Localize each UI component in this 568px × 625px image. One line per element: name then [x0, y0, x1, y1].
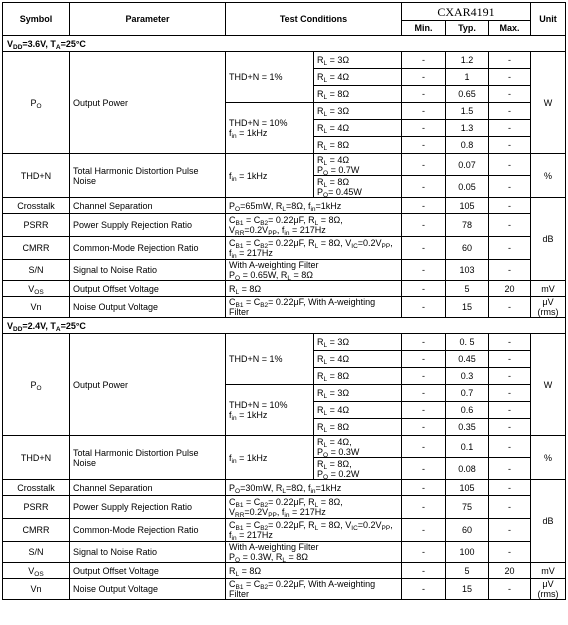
load-condition: $R_L = 8\Omega$ — [314, 137, 402, 154]
table-row — [3, 334, 566, 351]
typ-value: 5 — [446, 281, 489, 297]
section-title: $V_{DD}=3.6V$, $T_A=25^\circ C$ — [3, 36, 566, 52]
test-condition: $C_{B1} = C_{B2}= 0.22\mu F$, With A-weighting Filter — [226, 297, 402, 318]
typ-value: 15 — [446, 297, 489, 318]
parameter-name: Common-Mode Rejection Ratio — [70, 237, 226, 260]
unit-db: dB — [531, 480, 566, 563]
symbol-psrr: PSRR — [3, 214, 70, 237]
test-condition: $C_{B1} = C_{B2}= 0.22\mu F$, With A-weighting Filter — [226, 579, 402, 600]
max-value: - — [489, 154, 531, 176]
min-value: - — [402, 86, 446, 103]
min-value: - — [402, 542, 446, 563]
min-value: - — [402, 198, 446, 214]
table-row — [3, 214, 566, 237]
parameter-name: Signal to Noise Ratio — [70, 542, 226, 563]
max-value: - — [489, 103, 531, 120]
typ-value: 0. 5 — [446, 334, 489, 351]
table-row — [3, 436, 566, 458]
unit: W — [531, 52, 566, 154]
max-value: 20 — [489, 281, 531, 297]
load-condition: $R_L = 4\Omega$ — [314, 120, 402, 137]
symbol-crosstalk: Crosstalk — [3, 480, 70, 496]
table-row — [3, 281, 566, 297]
min-value: - — [402, 480, 446, 496]
parameter-name: Power Supply Rejection Ratio — [70, 496, 226, 519]
load-condition: $R_L = 8\Omega$ — [314, 86, 402, 103]
table-row — [3, 297, 566, 318]
load-condition: $R_L = 4\Omega$, $P_O = 0.3W$ — [314, 436, 402, 458]
max-value: - — [489, 120, 531, 137]
max-value: - — [489, 86, 531, 103]
min-value: - — [402, 69, 446, 86]
table-row — [3, 519, 566, 542]
min-value: - — [402, 368, 446, 385]
symbol-cmrr: CMRR — [3, 237, 70, 260]
max-value: - — [489, 198, 531, 214]
max-value: - — [489, 436, 531, 458]
load-condition: $R_L = 8\Omega$ — [314, 419, 402, 436]
symbol-thd: THD+N — [3, 436, 70, 480]
min-value: - — [402, 334, 446, 351]
max-value: 20 — [489, 563, 531, 579]
typ-value: 0.35 — [446, 419, 489, 436]
typ-value: 100 — [446, 542, 489, 563]
min-value: - — [402, 351, 446, 368]
max-value: - — [489, 237, 531, 260]
max-value: - — [489, 419, 531, 436]
table-row — [3, 237, 566, 260]
min-value: - — [402, 154, 446, 176]
unit: mV — [531, 281, 566, 297]
parameter-name: Output Offset Voltage — [70, 563, 226, 579]
electrical-characteristics-table — [2, 2, 566, 600]
typ-value: 1.5 — [446, 103, 489, 120]
load-condition: $R_L = 8\Omega$, $P_O = 0.2W$ — [314, 458, 402, 480]
typ-value: 5 — [446, 563, 489, 579]
test-condition: $C_{B1} = C_{B2}= 0.22\mu F$, $R_L = 8\Omega$, $V_{RR}=0.2V_{PP}$, $f_{in} = 217Hz$ — [226, 214, 402, 237]
test-condition: THD+N = 10% $f_{in} = 1kHz$ — [226, 103, 314, 154]
symbol-po: $P_O$ — [3, 334, 70, 436]
test-condition: THD+N = 1% — [226, 52, 314, 103]
typ-value: 0.7 — [446, 385, 489, 402]
table-body — [3, 36, 566, 600]
typ-value: 60 — [446, 237, 489, 260]
symbol-vos: $V_{OS}$ — [3, 281, 70, 297]
max-value: - — [489, 260, 531, 281]
header-min: Min. — [402, 21, 446, 36]
max-value: - — [489, 351, 531, 368]
symbol-cmrr: CMRR — [3, 519, 70, 542]
typ-value: 1.3 — [446, 120, 489, 137]
electrical-characteristics-document — [2, 2, 566, 600]
load-condition: $R_L = 3\Omega$ — [314, 103, 402, 120]
typ-value: 0.1 — [446, 436, 489, 458]
parameter-thd: Total Harmonic Distortion Pulse Noise — [70, 154, 226, 198]
max-value: - — [489, 579, 531, 600]
parameter-name: Power Supply Rejection Ratio — [70, 214, 226, 237]
typ-value: 1.2 — [446, 52, 489, 69]
table-row — [3, 154, 566, 176]
header-symbol: Symbol — [3, 3, 70, 36]
typ-value: 0.07 — [446, 154, 489, 176]
unit: % — [531, 436, 566, 480]
max-value: - — [489, 334, 531, 351]
symbol-vos: $V_{OS}$ — [3, 563, 70, 579]
symbol-thd: THD+N — [3, 154, 70, 198]
max-value: - — [489, 214, 531, 237]
min-value: - — [402, 519, 446, 542]
typ-value: 0.8 — [446, 137, 489, 154]
typ-value: 105 — [446, 198, 489, 214]
min-value: - — [402, 402, 446, 419]
parameter-name: Noise Output Voltage — [70, 579, 226, 600]
test-condition: $R_L = 8\Omega$ — [226, 563, 402, 579]
max-value: - — [489, 176, 531, 198]
load-condition: $R_L = 4\Omega$ — [314, 69, 402, 86]
header-part-number: CXAR4191 — [402, 3, 531, 21]
test-condition: $f_{in} = 1kHz$ — [226, 154, 314, 198]
typ-value: 0.05 — [446, 176, 489, 198]
typ-value: 1 — [446, 69, 489, 86]
table-row — [3, 579, 566, 600]
test-condition: $C_{B1} = C_{B2}= 0.22\mu F$, $R_L = 8\Omega$, $V_{IC}=0.2V_{PP}$, $f_{in} = 217Hz$ — [226, 237, 402, 260]
min-value: - — [402, 496, 446, 519]
min-value: - — [402, 120, 446, 137]
min-value: - — [402, 458, 446, 480]
max-value: - — [489, 297, 531, 318]
max-value: - — [489, 519, 531, 542]
min-value: - — [402, 103, 446, 120]
unit: % — [531, 154, 566, 198]
typ-value: 78 — [446, 214, 489, 237]
symbol-po: $P_O$ — [3, 52, 70, 154]
test-condition: $f_{in} = 1kHz$ — [226, 436, 314, 480]
unit: μV (rms) — [531, 297, 566, 318]
table-row — [3, 260, 566, 281]
typ-value: 105 — [446, 480, 489, 496]
min-value: - — [402, 385, 446, 402]
symbol-psrr: PSRR — [3, 496, 70, 519]
test-condition: THD+N = 1% — [226, 334, 314, 385]
table-row — [3, 480, 566, 496]
typ-value: 60 — [446, 519, 489, 542]
header-max: Max. — [489, 21, 531, 36]
min-value: - — [402, 436, 446, 458]
test-condition: $C_{B1} = C_{B2}= 0.22\mu F$, $R_L = 8\Omega$, $V_{IC}=0.2V_{PP}$, $f_{in} = 217Hz$ — [226, 519, 402, 542]
header-unit: Unit — [531, 3, 566, 36]
typ-value: 103 — [446, 260, 489, 281]
symbol-s-n: S/N — [3, 542, 70, 563]
min-value: - — [402, 52, 446, 69]
header-typ: Typ. — [446, 21, 489, 36]
test-condition: THD+N = 10% $f_{in} = 1kHz$ — [226, 385, 314, 436]
typ-value: 0.45 — [446, 351, 489, 368]
load-condition: $R_L = 8\Omega$ $P_O= 0.45W$ — [314, 176, 402, 198]
parameter-thd: Total Harmonic Distortion Pulse Noise — [70, 436, 226, 480]
parameter-name: Channel Separation — [70, 198, 226, 214]
max-value: - — [489, 385, 531, 402]
test-condition: $P_O=65mW$, $R_L=8\Omega$, $f_{in}=1kHz$ — [226, 198, 402, 214]
symbol-s-n: S/N — [3, 260, 70, 281]
table-row — [3, 198, 566, 214]
load-condition: $R_L = 3\Omega$ — [314, 385, 402, 402]
symbol-crosstalk: Crosstalk — [3, 198, 70, 214]
load-condition: $R_L = 4\Omega$ — [314, 402, 402, 419]
typ-value: 0.3 — [446, 368, 489, 385]
test-condition: With A-weighting Filter $P_O = 0.3W$, $R_L = 8\Omega$ — [226, 542, 402, 563]
max-value: - — [489, 137, 531, 154]
max-value: - — [489, 458, 531, 480]
min-value: - — [402, 214, 446, 237]
table-row — [3, 542, 566, 563]
table-row — [3, 563, 566, 579]
max-value: - — [489, 69, 531, 86]
unit: μV (rms) — [531, 579, 566, 600]
load-condition: $R_L = 3\Omega$ — [314, 52, 402, 69]
max-value: - — [489, 402, 531, 419]
test-condition: $P_O=30mW$, $R_L=8\Omega$, $f_{in}=1kHz$ — [226, 480, 402, 496]
max-value: - — [489, 368, 531, 385]
load-condition: $R_L = 4\Omega$ $P_O = 0.7W$ — [314, 154, 402, 176]
min-value: - — [402, 419, 446, 436]
typ-value: 0.65 — [446, 86, 489, 103]
parameter-name: Channel Separation — [70, 480, 226, 496]
unit: W — [531, 334, 566, 436]
max-value: - — [489, 542, 531, 563]
table-row — [3, 318, 566, 334]
test-condition: With A-weighting Filter $P_O = 0.65W$, $R_L = 8\Omega$ — [226, 260, 402, 281]
max-value: - — [489, 480, 531, 496]
min-value: - — [402, 260, 446, 281]
min-value: - — [402, 297, 446, 318]
min-value: - — [402, 579, 446, 600]
header-test-conditions: Test Conditions — [226, 3, 402, 36]
min-value: - — [402, 137, 446, 154]
unit-db: dB — [531, 198, 566, 281]
typ-value: 0.08 — [446, 458, 489, 480]
parameter-output-power: Output Power — [70, 334, 226, 436]
max-value: - — [489, 496, 531, 519]
typ-value: 75 — [446, 496, 489, 519]
min-value: - — [402, 281, 446, 297]
parameter-name: Signal to Noise Ratio — [70, 260, 226, 281]
parameter-name: Output Offset Voltage — [70, 281, 226, 297]
min-value: - — [402, 176, 446, 198]
load-condition: $R_L = 3\Omega$ — [314, 334, 402, 351]
min-value: - — [402, 237, 446, 260]
typ-value: 0.6 — [446, 402, 489, 419]
symbol-vn: Vn — [3, 579, 70, 600]
table-row — [3, 36, 566, 52]
test-condition: $C_{B1} = C_{B2}= 0.22\mu F$, $R_L = 8\Omega$, $V_{RR}=0.2V_{PP}$, $f_{in} = 217Hz$ — [226, 496, 402, 519]
table-row — [3, 496, 566, 519]
min-value: - — [402, 563, 446, 579]
unit: mV — [531, 563, 566, 579]
load-condition: $R_L = 8\Omega$ — [314, 368, 402, 385]
symbol-vn: Vn — [3, 297, 70, 318]
max-value: - — [489, 52, 531, 69]
section-title: $V_{DD}=2.4V$, $T_A=25^\circ C$ — [3, 318, 566, 334]
parameter-output-power: Output Power — [70, 52, 226, 154]
header-parameter: Parameter — [70, 3, 226, 36]
typ-value: 15 — [446, 579, 489, 600]
test-condition: $R_L = 8\Omega$ — [226, 281, 402, 297]
table-row — [3, 52, 566, 69]
parameter-name: Common-Mode Rejection Ratio — [70, 519, 226, 542]
load-condition: $R_L = 4\Omega$ — [314, 351, 402, 368]
parameter-name: Noise Output Voltage — [70, 297, 226, 318]
